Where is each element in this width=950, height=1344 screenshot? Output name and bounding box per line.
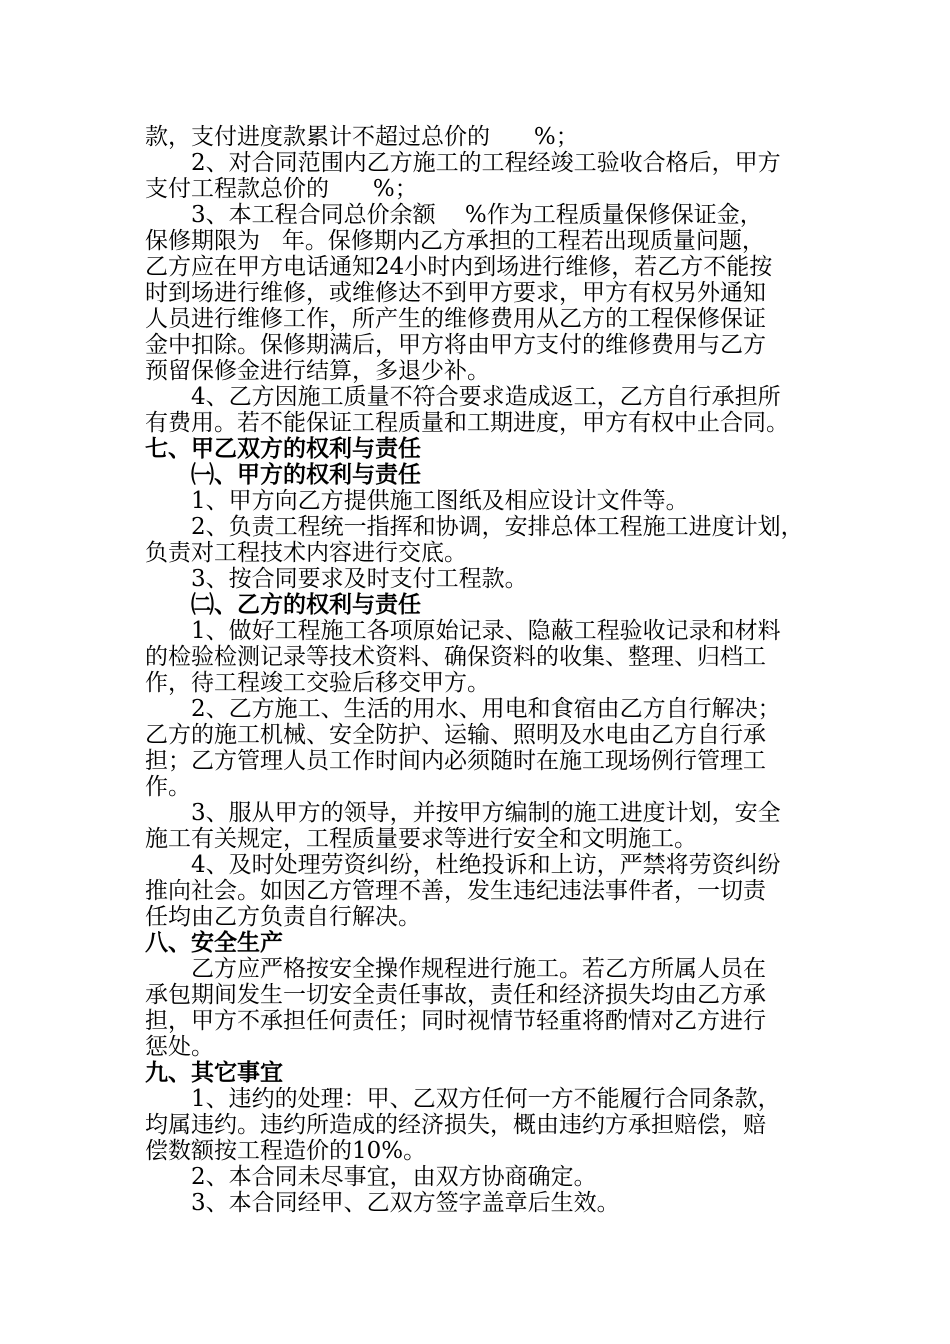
text-line: 有费用。若不能保证工程质量和工期进度，甲方有权中止合同。 xyxy=(145,410,789,436)
text-line: 1、做好工程施工各项原始记录、隐蔽工程验收记录和材料 xyxy=(191,618,781,644)
text-line: 承包期间发生一切安全责任事故，责任和经济损失均由乙方承 xyxy=(145,982,766,1008)
text-line: 1、违约的处理：甲、乙双方任何一方不能履行合同条款， xyxy=(191,1086,781,1112)
text-line: 负责对工程技术内容进行交底。 xyxy=(145,540,467,566)
text-line: 乙方应在甲方电话通知24小时内到场进行维修，若乙方不能按 xyxy=(145,254,773,280)
text-line: 1、甲方向乙方提供施工图纸及相应设计文件等。 xyxy=(191,488,689,514)
section-heading: 九、其它事宜 xyxy=(145,1059,283,1086)
subsection-heading: ㈠、甲方的权利与责任 xyxy=(191,461,421,488)
section-heading: 七、甲乙双方的权利与责任 xyxy=(145,435,421,462)
subsection-heading: ㈡、乙方的权利与责任 xyxy=(191,591,421,618)
text-line: 乙方应严格按安全操作规程进行施工。若乙方所属人员在 xyxy=(191,956,766,982)
text-line: 作。 xyxy=(145,774,191,800)
text-line: 3、本合同经甲、乙双方签字盖章后生效。 xyxy=(191,1190,620,1216)
text-line: 3、按合同要求及时支付工程款。 xyxy=(191,566,528,592)
text-line: 均属违约。违约所造成的经济损失，概由违约方承担赔偿，赔 xyxy=(145,1112,766,1138)
text-line: 惩处。 xyxy=(145,1034,214,1060)
text-line: 施工有关规定，工程质量要求等进行安全和文明施工。 xyxy=(145,826,697,852)
text-line: 保修期限为 年。保修期内乙方承担的工程若出现质量问题， xyxy=(145,228,765,254)
text-line: 担；乙方管理人员工作时间内必须随时在施工现场例行管理工 xyxy=(145,748,766,774)
section-heading: 八、安全生产 xyxy=(145,929,283,956)
text-line: 的检验检测记录等技术资料、确保资料的收集、整理、归档工 xyxy=(145,644,766,670)
text-line: 2、负责工程统一指挥和协调，安排总体工程施工进度计划， xyxy=(191,514,804,540)
text-line: 款，支付进度款累计不超过总价的 %； xyxy=(145,124,579,150)
text-line: 时到场进行维修，或维修达不到甲方要求，甲方有权另外通知 xyxy=(145,280,766,306)
text-line: 任均由乙方负责自行解决。 xyxy=(145,904,421,930)
text-line: 人员进行维修工作，所产生的维修费用从乙方的工程保修保证 xyxy=(145,306,766,332)
text-line: 预留保修金进行结算，多退少补。 xyxy=(145,358,490,384)
text-line: 乙方的施工机械、安全防护、运输、照明及水电由乙方自行承 xyxy=(145,722,766,748)
text-line: 偿数额按工程造价的10%。 xyxy=(145,1138,427,1164)
text-line: 金中扣除。保修期满后，甲方将由甲方支付的维修费用与乙方 xyxy=(145,332,766,358)
text-line: 支付工程款总价的 %； xyxy=(145,176,418,202)
text-line: 3、本工程合同总价余额 %作为工程质量保修保证金， xyxy=(191,202,763,228)
text-line: 推向社会。如因乙方管理不善，发生违纪违法事件者，一切责 xyxy=(145,878,766,904)
text-line: 3、服从甲方的领导，并按甲方编制的施工进度计划，安全 xyxy=(191,800,781,826)
text-line: 担，甲方不承担任何责任；同时视情节轻重将酌情对乙方进行 xyxy=(145,1008,766,1034)
text-line: 2、对合同范围内乙方施工的工程经竣工验收合格后，甲方 xyxy=(191,150,781,176)
text-line: 4、乙方因施工质量不符合要求造成返工，乙方自行承担所 xyxy=(191,384,781,410)
text-line: 作，待工程竣工交验后移交甲方。 xyxy=(145,670,490,696)
text-line: 2、乙方施工、生活的用水、用电和食宿由乙方自行解决； xyxy=(191,696,781,722)
text-line: 4、及时处理劳资纠纷，杜绝投诉和上访，严禁将劳资纠纷 xyxy=(191,852,781,878)
text-line: 2、本合同未尽事宜，由双方协商确定。 xyxy=(191,1164,597,1190)
